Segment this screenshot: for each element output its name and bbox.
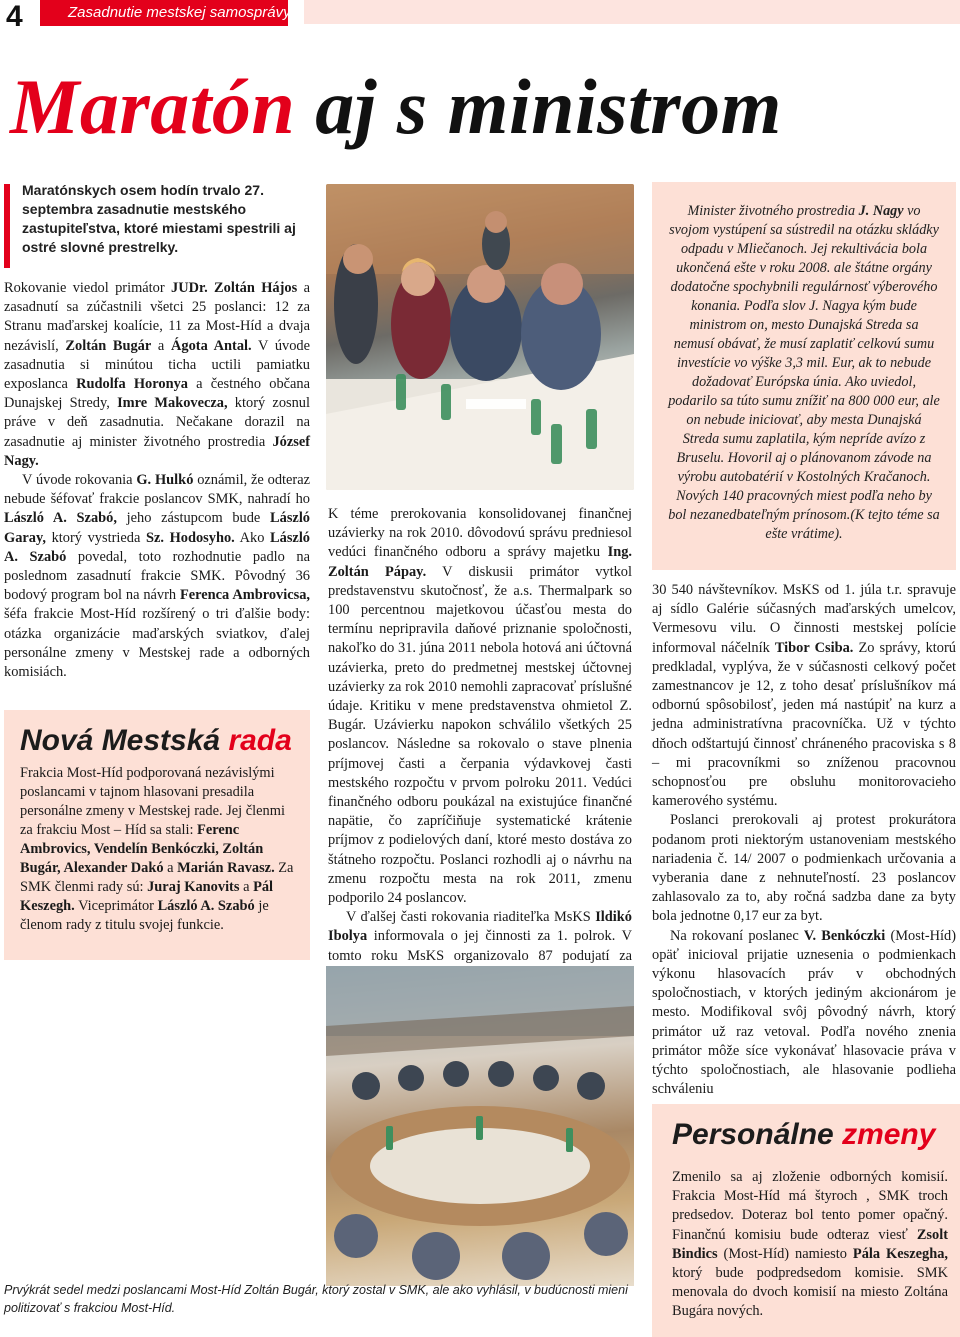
lead-accent-bar xyxy=(4,184,10,268)
bold-name: Imre Makovecza, xyxy=(117,395,228,412)
lead-paragraph: Maratónskych osem hodín trvalo 27. septembra zasadnutie mestského zastupiteľstva, ktoré miestami spestrili aj ostré slovné prestrelky. xyxy=(22,182,296,255)
bold-name: József Nagy. xyxy=(4,433,310,469)
box-title-red: zmeny xyxy=(833,1118,936,1151)
box-text xyxy=(20,764,298,935)
headline-part-red: Maratón xyxy=(10,63,296,150)
body-paragraph xyxy=(652,811,956,926)
sidebar-box-minister xyxy=(652,182,956,570)
text-run: je členom rady z titulu svojej funkcie. xyxy=(20,898,269,933)
column-1 xyxy=(4,279,310,682)
meeting-photo-illustration xyxy=(326,184,634,490)
body-paragraph xyxy=(4,279,310,471)
bold-name: Marián Ravasz. xyxy=(177,860,275,876)
text-run: (Most-Híd) namiesto xyxy=(717,1245,853,1262)
bold-name: László Garay, xyxy=(4,510,311,546)
bold-name: Ágota Antal. xyxy=(171,337,252,354)
text-run: Za SMK členmi rady sú: xyxy=(20,860,294,895)
text-run: V ďalšej časti rokovania riaditeľka MsKS xyxy=(346,909,596,926)
photo-caption: Prvýkrát sedel medzi poslancami Most-Híd Zoltán Bugár, ktorý zostal v SMK, ale ako vyhlásil, v budúcnosti mieni politizovať s frakciou Most-Híd. xyxy=(4,1283,628,1315)
text-run: Na rokovaní poslanec xyxy=(670,927,804,944)
column-3 xyxy=(652,581,956,1099)
text-run: a zasadnutí sa zúčastnili všetci 25 poslanci: 12 za Stranu maďarskej koalície, 11 za Most-Híd a dvaja nezávislí, xyxy=(4,280,310,354)
box-text xyxy=(672,1168,948,1322)
text-run: ktorý zosnul práve v deň zasadnutia. Nečakane dorazil na zasadnutie aj minister životného prostredia xyxy=(4,395,310,450)
bold-name: G. Hulkó xyxy=(136,472,194,489)
bold-name: Juraj Kanovits xyxy=(147,879,240,895)
bold-name: László A. Szabó, xyxy=(4,510,117,527)
text-run: informovala o jej činnosti za 1. polrok. V tomto roku MsKS organizovalo 87 podujatí za xyxy=(328,928,632,964)
column-2 xyxy=(328,505,632,985)
text-run: V úvode zasadnutia si minútou ticha uctili pamiatku exposlanca xyxy=(4,337,310,393)
text-run: povedal, toto rozhodnutie padlo na poslednom zasadnutí frakcie SMK. Pôvodný 36 bodový program bol na návrh xyxy=(4,548,310,604)
body-paragraph xyxy=(652,927,956,1100)
meeting-photo xyxy=(326,184,634,490)
sidebar-box-personnel xyxy=(652,1104,960,1337)
bold-name: Rudolfa Horonya xyxy=(76,376,188,393)
headline-part-black: aj s ministrom xyxy=(295,63,782,150)
header-rule xyxy=(304,0,960,24)
bold-name: László A. Szabó xyxy=(4,529,311,565)
text-run: Ako xyxy=(234,529,271,546)
text-run: a xyxy=(239,879,254,895)
text-run: (Most-Híd) opäť inicioval prijatie uznesenia o podmienkach výkonu hlasovacích práv v obchodných spoločnostiach, v ktorých jediným akcionárom je mesto. Modifikoval svôj pôvodný návrh, ktorý primátor už raz vetoval. Podľa nového znenia primátor môže síce vykonávať hlasovacie práva v týchto spoločnostiach, ale hlasovanie podlieha schváleniu xyxy=(652,927,956,1098)
bold-name: Tibor Csiba. xyxy=(774,639,854,656)
text-run: V úvode rokovania xyxy=(22,472,137,489)
bold-name: V. Benkóczki xyxy=(803,927,886,944)
text-run: a xyxy=(163,860,178,876)
bold-name: Ing. Zoltán Pápay. xyxy=(328,544,632,580)
text-run: Rokovanie viedol primátor xyxy=(4,280,172,296)
text-run: jeho zástupcom bude xyxy=(116,510,271,527)
bold-name: J. Nagy xyxy=(858,203,904,219)
box-text xyxy=(668,202,940,544)
bold-name: Ildikó Ibolya xyxy=(328,909,632,945)
bold-name: Sz. Hodosyho. xyxy=(145,529,235,546)
text-run: K téme prerokovania konsolidovanej finančnej uzávierky na rok 2010. dôvodovú správu predniesol vedúci finančného odboru a správy majetku xyxy=(328,506,632,561)
bold-name: Ferenca Ambrovicsa, xyxy=(179,587,310,604)
bold-name: László A. Szabó xyxy=(157,898,255,914)
bold-name: Pál Keszegh. xyxy=(20,879,274,914)
section-title: Zasadnutie mestskej samosprávy xyxy=(68,4,291,21)
box-title xyxy=(672,1118,935,1152)
text-run: Viceprimátor xyxy=(74,898,158,914)
text-run: Zmenilo sa aj zloženie odborných komisií. Frakcia Most-Híd má štyroch , SMK troch predsedov. Doteraz bol tento pomer opačný. Finančnú komisiu bude odteraz viesť xyxy=(672,1169,948,1243)
box-title-dark: Nová Mestská xyxy=(20,724,221,757)
text-run: vo svojom vystúpení sa sústredil na otázku skládky odpadu v Mliečanoch. Jej rekultivácia bola ukončená ešte v roku 2008. ale štátne orgány dodatočne spochybnili regulárnosť výberového konania. Podľa slov J. Nagya kým bude ministrom on, mesto Dunajská Streda sa nemusí obávať, že musí zaplatiť celkovú sumu investície vo výške 3,3 mil. Eur, ak to nebude dožadovať Európska únia. Ako uviedol, podarilo sa túto sumu znížiť na 800 000 eur, ale on nebude iniciovať, aby mesta Dunajská Streda sumu zaplatila, kým nepríde avízo z Bruselu. Hovoril aj o plánovanom závode na výrobu autobatérií v Kostolných Kračanoch. Nových 140 pracovných miest podľa neho by bol nezanedbateľným prínosom.(K tejto téme sa ešte vrátime). xyxy=(668,203,940,542)
text-run: Zo správy, ktorú predkladal, vyplýva, že v súčasnosti celkový počet zamestnancov je 12, z toho desať príslušníkov má odbornú spôsobilosť, jeden má nastúpiť na kurz a jedna administratívna pracovníčka. Už v týchto dňoch odštartujú činnosť chráneného pracoviska s 8 – mi pracovníkmi so zníženou pracovnou schopnosťou pre obsluhu monitorovacieho kamerového systému. xyxy=(652,639,956,810)
article-headline xyxy=(10,63,782,150)
bold-name: Zoltán Bugár xyxy=(65,337,152,354)
text-run: a čestného občana Dunajskej Stredy, xyxy=(4,376,310,412)
bold-name: Ferenc Ambrovics, Vendelín Benkóczki, Zoltán Bugár, Alexander Dakó xyxy=(20,822,264,876)
box-title-dark: Personálne xyxy=(672,1118,834,1151)
text-run: šéfa frakcie Most-Híd rozšírený o tri ďalšie body: otázka organizácie maďarských sviatkov, ďalej personálne zmeny v Mestskej rade a odborných komisiách. xyxy=(4,606,310,681)
bold-name: Pála Keszegha, xyxy=(852,1245,948,1262)
page-number: 4 xyxy=(6,0,23,33)
council-photo-illustration xyxy=(326,966,634,1286)
text-run: a xyxy=(151,337,171,354)
body-paragraph xyxy=(328,505,632,908)
text-run: oznámil, že odteraz nebude šéfovať frakcie poslancov SMK, nahradí ho xyxy=(4,472,310,508)
text-run: 30 540 návštevníkov. MsKS od 1. júla t.r. spravuje aj sídlo Galérie súčasných maďarských umelcov, Vermesovu vilu. O činnosti mestskej polície informoval náčelník xyxy=(652,582,956,656)
text-run: Poslanci prerokovali aj protest prokurátora podanom proti niektorým ustanoveniam mestského nariadenia č. 14/ 2007 o podmienkach určovania a vyberania dane z nehnuteľností. 23 poslancov zahlasovalo za to, aby ročná sadzba dane za byty bola jednotne 0,17 eur za byt. xyxy=(652,812,956,925)
text-run: ktorý vystrieda xyxy=(45,529,146,546)
text-run: Frakcia Most-Híd podporovaná nezávislými poslancami v tajnom hlasovani presadila personálne zmeny v Mestskej rade. Jej členmi za frakciu Most – Híd sa stali: xyxy=(20,765,285,838)
text-run: ktorý bude podpredsedom komisie. SMK menovala do dvoch komisií na miesto Zoltána Bugára nových. xyxy=(672,1265,948,1320)
bold-name: JUDr. Zoltán Hájos xyxy=(171,280,298,296)
text-run: V diskusii primátor vytkol predstavenstvu skutočnosť, že a.s. Thermalpark so 100 percentnou majetkovou účasťou mesta do termínu nepripravila daňové priznanie spoločnosti, nakoľko do 31. júna 2011 nebola hotová ani účtovná uzávierka, preto do predmetnej mestskej účtovnej uzávierky za rok 2010 nemohli zapracovať príslušné údaje. Kritiku v mene predstavenstva ohmietol Z. Bugár. Uzávierku napokon schválilo všetkých 25 poslancov. Následne sa rokovalo o stave plnenia príjmovej časti a čerpania výdavkovej časti mestského rozpočtu v prvom polroku 2011. Vedúci finančného odboru poukázal na existujúce finančné napätie, čo zapríčiňuje systematické krátenie príjmov z podielových daní, ktoré mesto dostáva zo štátneho rozpočtu. Poslanci rozhodli aj o návrhu na zmenu rozpočtu mesta na rok 2011, zmenu podporilo 24 poslancov. xyxy=(328,563,632,907)
box-title xyxy=(20,724,292,758)
bold-name: Zsolt Bindics xyxy=(672,1226,948,1262)
text-run: Minister životného prostredia xyxy=(687,203,859,219)
box-title-red: rada xyxy=(220,724,292,757)
council-photo xyxy=(326,966,634,1286)
body-paragraph xyxy=(652,581,956,811)
sidebar-box-new-council xyxy=(4,710,310,960)
body-paragraph xyxy=(4,471,310,682)
